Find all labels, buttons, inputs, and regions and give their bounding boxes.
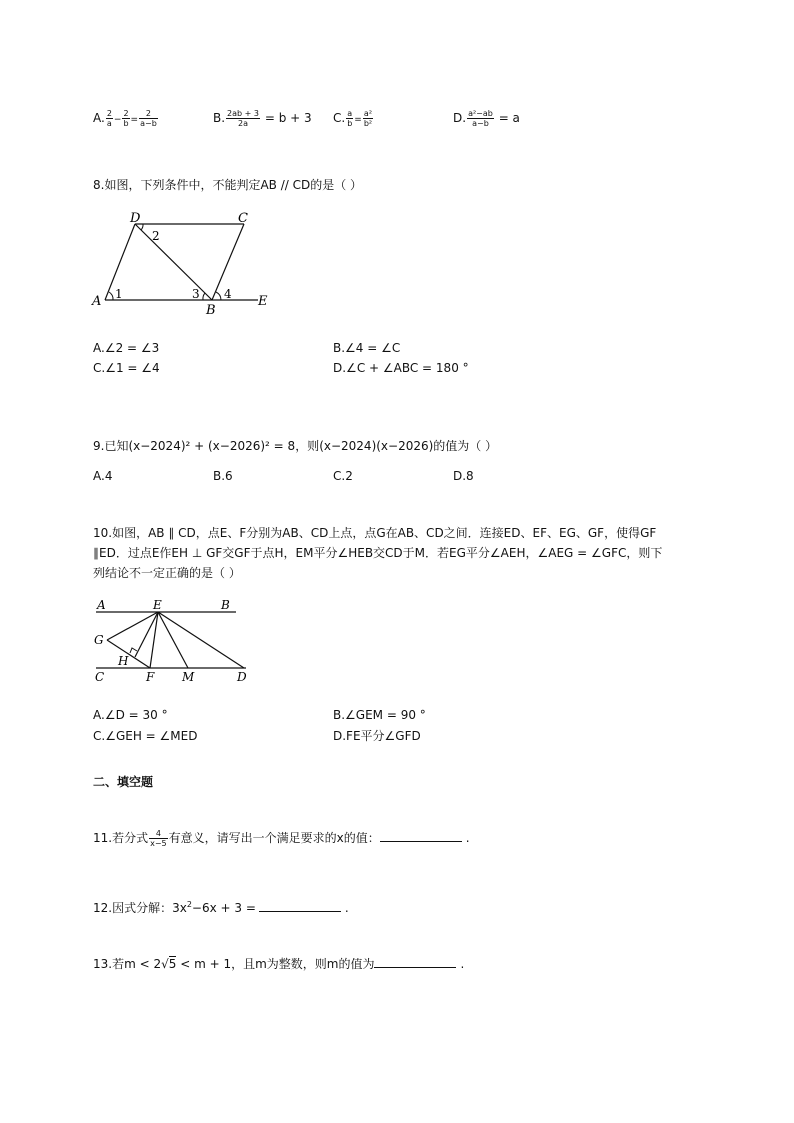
sqrt-sign: √ bbox=[161, 957, 169, 971]
q10-figure bbox=[90, 596, 260, 688]
angle-1-arc bbox=[109, 292, 113, 300]
fraction: $\frac{a}{b}$ bbox=[347, 109, 353, 128]
q8-figure bbox=[88, 206, 278, 318]
q10-option-c: C.∠GEH = ∠MED bbox=[93, 729, 198, 743]
answer-blank[interactable] bbox=[380, 829, 462, 842]
q9-option-c: C.2 bbox=[333, 469, 353, 483]
label-d: D bbox=[130, 211, 141, 226]
angle-4-arc bbox=[216, 292, 221, 300]
label-f: F bbox=[146, 670, 155, 684]
q10-option-b: B.∠GEM = 90 ° bbox=[333, 708, 426, 722]
label-g: G bbox=[94, 633, 104, 647]
label-d: D bbox=[237, 670, 247, 684]
q12: 12.因式分解：$3x^2-6x + 3$ = . bbox=[93, 900, 349, 915]
option-label: A. bbox=[93, 111, 105, 125]
label-a: A bbox=[92, 294, 102, 309]
q10-stem-line-1: 10.如图，AB ∥ CD，点E、F分别为AB、CD上点，点G在AB、CD之间．连接ED、EF、EG、GF，使得GF bbox=[93, 526, 657, 540]
segment-db bbox=[135, 224, 212, 300]
segment-ed bbox=[158, 612, 244, 668]
q7-option-c: C. $\frac{a}{b}$ = $\frac{\text{a²}}{\text{b²}}$ bbox=[333, 109, 373, 128]
section-heading: 二、填空题 bbox=[93, 775, 154, 789]
fraction: $\frac{2}{a-b}$ bbox=[140, 109, 157, 128]
q7-option-a: A. $\frac{2}{a}$ − $\frac{2}{b}$ = $\frac{2}{a-b}$ bbox=[93, 109, 157, 128]
q9-option-d: D.8 bbox=[453, 469, 474, 483]
q8-option-b: B.∠4 = ∠C bbox=[333, 341, 401, 355]
segment-gf bbox=[107, 640, 150, 668]
right-angle-mark bbox=[130, 648, 137, 653]
q9-stem: 9.已知(x−2024)² + (x−2026)² = 8，则(x−2024)(x−2026)的值为（ ） bbox=[93, 439, 498, 453]
angle-3-label: 3 bbox=[192, 287, 200, 301]
label-c: C bbox=[95, 670, 105, 684]
fraction: $\frac{2}{a}$ bbox=[106, 109, 112, 128]
q10-stem-line-3: 列结论不一定正确的是（ ） bbox=[93, 566, 241, 580]
q8-option-c: C.∠1 = ∠4 bbox=[93, 361, 160, 375]
q7-option-b: B. $\frac{2ab + 3}{2a}$ = b + 3 bbox=[213, 109, 312, 128]
answer-blank[interactable] bbox=[259, 899, 341, 912]
q8-option-d: D.∠C + ∠ABC = 180 ° bbox=[333, 361, 469, 375]
angle-1-label: 1 bbox=[115, 287, 123, 301]
label-b: B bbox=[221, 598, 230, 612]
fraction: $\frac{\text{a²−ab}}{a-b}$ bbox=[468, 109, 493, 128]
label-a: A bbox=[97, 598, 106, 612]
q9-option-b: B.6 bbox=[213, 469, 233, 483]
q7-option-d: D. $\frac{\text{a²−ab}}{a-b}$ = a bbox=[453, 109, 520, 128]
angle-2-label: 2 bbox=[152, 229, 160, 243]
fraction: $\frac{\text{a²}}{\text{b²}}$ bbox=[363, 109, 373, 128]
label-c: C bbox=[238, 211, 248, 226]
answer-blank[interactable] bbox=[374, 955, 456, 968]
label-b: B bbox=[206, 303, 216, 318]
fraction: $\frac{2}{b}$ bbox=[123, 109, 129, 128]
q9-option-a: A.4 bbox=[93, 469, 113, 483]
angle-4-label: 4 bbox=[224, 287, 232, 301]
q13: 13.若m < 2√5 < m + 1，且m为整数，则m的值为 . bbox=[93, 957, 465, 971]
q10-option-a: A.∠D = 30 ° bbox=[93, 708, 168, 722]
angle-2-arc bbox=[141, 224, 143, 230]
q10-option-d: D.FE平分∠GFD bbox=[333, 729, 421, 743]
q8-option-a: A.∠2 = ∠3 bbox=[93, 341, 160, 355]
q10-stem-line-2: ∥ED．过点E作EH ⊥ GF交GF于点H，EM平分∠HEB交CD于M．若EG平分∠AEH，∠AEG = ∠GFC，则下 bbox=[93, 546, 663, 560]
label-e: E bbox=[258, 294, 268, 309]
label-m: M bbox=[182, 670, 195, 684]
label-h: H bbox=[118, 654, 129, 668]
fraction: $\frac{2ab + 3}{2a}$ bbox=[227, 109, 259, 128]
fraction: $\frac{4}{x-5}$ bbox=[150, 829, 167, 848]
angle-3-arc bbox=[203, 293, 205, 300]
segment-em bbox=[158, 612, 188, 668]
q11: 11.若分式 $\frac{4}{x-5}$ 有意义，请写出一个满足要求的x的值： . bbox=[93, 829, 470, 848]
label-e: E bbox=[153, 598, 162, 612]
q8-stem: 8.如图，下列条件中，不能判定AB // CD的是（ ） bbox=[93, 178, 363, 192]
